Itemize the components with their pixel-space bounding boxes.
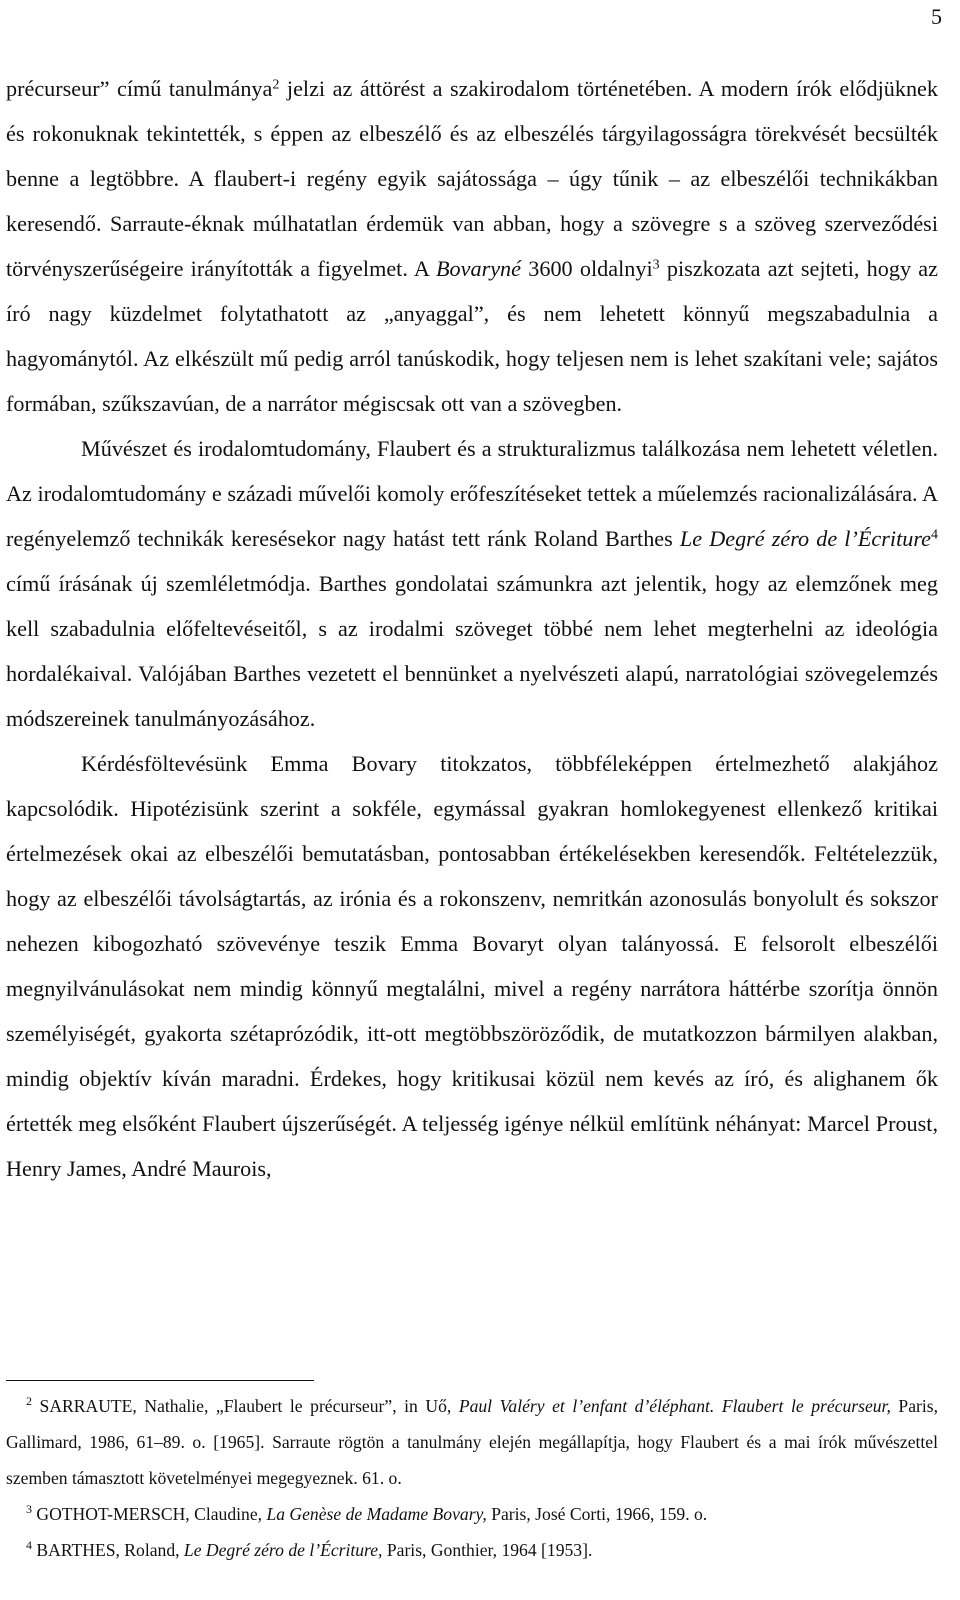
text-run: piszkozata azt sejteti, hogy az író nagy küzdelmet folytathatott az „anyaggal”, és nem lehetett könnyű megszabadulnia a hagyománytól. Az elkészült mű pedig arról tanúskodik, hogy teljesen nem is lehet szakítani vele; sajátos formában, szűkszavúan, de a narrátor mégiscsak ott van a szövegben. [6,256,939,416]
text-run: BARTHES, Roland, [32,1540,184,1560]
footnote-reference: 4 [26,1538,32,1553]
italic-title: Le Degré zéro de l’Écriture [679,526,931,551]
text-run: 3600 oldalnyi [521,256,653,281]
italic-title: La Genèse de Madame Bovary, [266,1504,487,1524]
paragraph-2 [6,426,938,741]
text-run: Paris, Gallimard, 1986, 61–89. o. [1965]. Sarraute rögtön a tanulmány elején megállapítja, hogy Flaubert és a mai írók művészettel szemben támasztott követelményei megegyeznek. 61. o. [6,1396,938,1488]
text-run: Paris, Gonthier, 1964 [1953]. [382,1540,593,1560]
text-run: précurseur” című tanulmánya [6,76,273,101]
text-run: jelzi az áttörést a szakirodalom történetében. A modern írók elődjüknek és rokonuknak tekintették, s éppen az elbeszélő és az elbeszélés tárgyilagosságra törekvését becsülték benne a legtöbbre. A flaubert-i regény egyik sajátossága – úgy tűnik – az elbeszélői technikákban keresendő. Sarraute-éknak múlhatatlan érdemük van abban, hogy a szövegre s a szöveg szerveződési törvényszerűségeire irányították a figyelmet. A [6,76,938,281]
footnotes [6,1388,938,1568]
italic-title: Bovaryné [435,256,521,281]
footnote-reference: 3 [652,257,660,273]
body-text [6,66,938,1191]
italic-title: Le Degré zéro de l’Écriture, [183,1540,383,1560]
text-run: Művészet és irodalomtudomány, Flaubert és a strukturalizmus találkozása nem lehetett véletlen. Az irodalomtudomány e századi művelői komoly erőfeszítéseket tettek a műelemzés racionalizálására. A regényelemző technikák keresésekor nagy hatást tett ránk Roland Barthes [6,436,938,551]
text-run: SARRAUTE, Nathalie, „Flaubert le précurseur”, in Uő, [32,1396,459,1416]
italic-title: Paul Valéry et l’enfant d’éléphant. Flaubert le précurseur, [458,1396,891,1416]
text-run: Paris, José Corti, 1966, 159. o. [486,1504,708,1524]
text-run: című írásának új szemléletmódja. Barthes gondolatai számunkra azt jelentik, hogy az elemzőnek meg kell szabadulnia előfeltevéseitől, s az irodalmi szöveget többé nem lehet megterhelni az ideológia hordalékaival. Valójában Barthes vezetett el bennünket a nyelvészeti alapú, narratológiai szövegelemzés módszereinek tanulmányozásához. [6,571,938,731]
paragraph-3 [6,741,938,1191]
footnote-reference: 2 [26,1394,32,1409]
paragraph-1 [6,66,938,426]
footnote-2 [6,1388,938,1496]
footnote-reference: 2 [272,77,280,93]
footnote-4 [6,1532,938,1568]
footnote-reference: 4 [930,527,938,543]
text-run: GOTHOT-MERSCH, Claudine, [32,1504,267,1524]
footnote-reference: 3 [26,1502,32,1517]
footnote-separator [6,1380,314,1381]
page-number: 5 [931,4,942,29]
text-run: Kérdésföltevésünk Emma Bovary titokzatos, többféleképpen értelmezhető alakjához kapcsolódik. Hipotézisünk szerint a sokféle, egymással gyakran homlokegyenest ellenkező kritikai értelmezések okai az elbeszélői bemutatásban, pontosabban értékelésekben keresendők. Feltételezzük, hogy az elbeszélői távolságtartás, az irónia és a rokonszenv, nemritkán azonosulás bonyolult és sokszor nehezen kibogozható szövevénye teszik Emma Bovaryt olyan talányossá. E felsorolt elbeszélői megnyilvánulásokat nem mindig könnyű megtalálni, mivel a regény narrátora háttérbe szorítja önnön személyiségét, gyakorta szétaprózódik, itt-ott megtöbbszöröződik, de mutatkozzon bármilyen alakban, mindig objektív kíván maradni. Érdekes, hogy kritikusai közül nem kevés az író, és alighanem ők értették meg elsőként Flaubert újszerűségét. A teljesség igénye nélkül említünk néhányat: Marcel Proust, Henry James, André Maurois, [6,751,938,1181]
footnote-3 [6,1496,938,1532]
